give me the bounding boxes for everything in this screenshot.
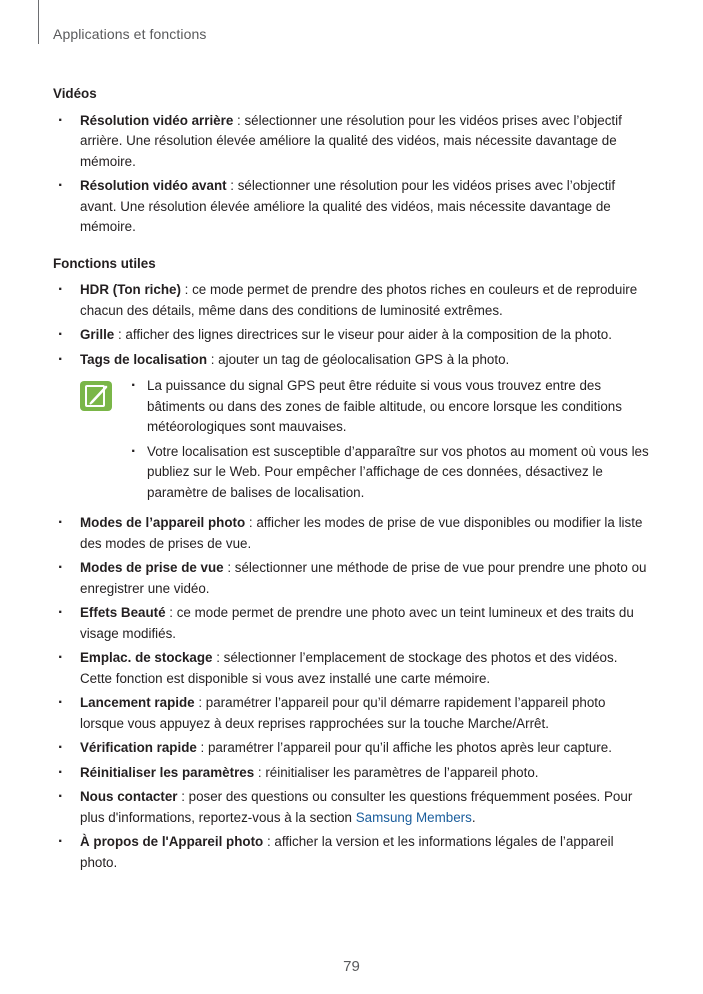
list-item	[53, 787, 653, 828]
videos-list	[53, 111, 653, 238]
item-text: : ce mode permet de prendre des photos riches en couleurs et de reproduire chacun des détails, même dans des conditions de luminosité extrêmes.	[80, 282, 638, 318]
item-term: Résolution vidéo arrière	[80, 112, 234, 128]
item-text: : poser des questions ou consulter les questions fréquemment posées. Pour plus d'informations, reportez-vous à la section	[80, 789, 633, 825]
list-item	[53, 693, 653, 734]
item-text: : sélectionner une résolution pour les vidéos prises avec l’objectif avant. Une résolution élevée améliore la qualité des vidéos, mais nécessite davantage de mémoire.	[80, 178, 616, 234]
note-item: · Votre localisation est susceptible d’apparaître sur vos photos au moment où vous les publiez sur le Web. Pour empêcher l’affichage de ces données, désactivez le paramètre de balises de localisation.	[147, 442, 653, 504]
note-box	[80, 376, 653, 503]
item-term: Réinitialiser les paramètres	[80, 764, 255, 780]
note-item: · La puissance du signal GPS peut être réduite si vous vous trouvez entre des bâtiments ou dans des zones de faible altitude, ou encore lorsque les conditions météorologiques sont mauvaises.	[147, 376, 653, 438]
list-item	[53, 603, 653, 644]
fonctions-list-bottom	[53, 513, 653, 873]
header-rule	[38, 0, 39, 44]
item-text: : ce mode permet de prendre une photo avec un teint lumineux et des traits du visage modifiés.	[80, 605, 634, 641]
section-title-videos: Vidéos	[53, 86, 97, 101]
list-item	[53, 738, 653, 759]
item-text: : afficher les modes de prise de vue disponibles ou modifier la liste des modes de prises de vue.	[80, 515, 643, 551]
list-item	[53, 325, 653, 346]
item-text: : paramétrer l’appareil pour qu’il affiche les photos après leur capture.	[196, 740, 612, 755]
item-term: Modes de l’appareil photo	[80, 515, 246, 530]
note-list	[80, 376, 653, 503]
item-term: À propos de l'Appareil photo	[80, 834, 264, 849]
list-item	[53, 763, 653, 784]
section-title-fonctions: Fonctions utiles	[53, 255, 156, 271]
fonctions-list-top	[53, 280, 653, 370]
item-text: : sélectionner une résolution pour les vidéos prises avec l’objectif arrière. Une résolution élevée améliore la qualité des vidéos, mais nécessite davantage de mémoire.	[80, 112, 622, 169]
item-term: Emplac. de stockage	[80, 650, 213, 665]
page-number: 79	[343, 958, 360, 975]
samsung-members-link[interactable]: Samsung Members	[355, 809, 472, 825]
item-text: : ajouter un tag de géolocalisation GPS à la photo.	[207, 351, 510, 367]
item-text-after: .	[471, 809, 476, 825]
note-pencil-icon	[80, 381, 112, 411]
page-content	[53, 84, 653, 877]
page-header: Applications et fonctions	[53, 26, 207, 42]
item-term: Nous contacter	[80, 789, 178, 804]
item-term: Tags de localisation	[80, 351, 207, 367]
list-item	[53, 513, 653, 554]
item-term: Résolution vidéo avant	[80, 178, 227, 193]
item-term: Effets Beauté	[80, 605, 166, 620]
item-term: Vérification rapide	[80, 740, 197, 755]
item-text: : sélectionner l’emplacement de stockage des photos et des vidéos. Cette fonction est disponible si vous avez installé une carte mémoire.	[80, 650, 618, 686]
item-text: : réinitialiser les paramètres de l’appareil photo.	[254, 764, 539, 780]
item-term: Lancement rapide	[80, 695, 195, 710]
list-item	[53, 648, 653, 689]
list-item	[53, 832, 653, 873]
item-text: : afficher des lignes directrices sur le viseur pour aider à la composition de la photo.	[114, 327, 612, 342]
item-text: : sélectionner une méthode de prise de vue pour prendre une photo ou enregistrer une vidéo.	[80, 560, 647, 596]
item-text: : paramétrer l’appareil pour qu’il démarre rapidement l’appareil photo lorsque vous appuyez à deux reprises rapprochées sur la touche Marche/Arrêt.	[80, 695, 606, 731]
list-item	[53, 280, 653, 321]
list-item	[53, 350, 653, 371]
item-text: : afficher la version et les informations légales de l’appareil photo.	[80, 834, 614, 870]
list-item	[53, 558, 653, 599]
list-item	[53, 176, 653, 238]
item-term: Modes de prise de vue	[80, 560, 224, 575]
item-term: HDR (Ton riche)	[80, 282, 181, 297]
list-item	[53, 111, 653, 173]
item-term: Grille	[80, 327, 115, 342]
